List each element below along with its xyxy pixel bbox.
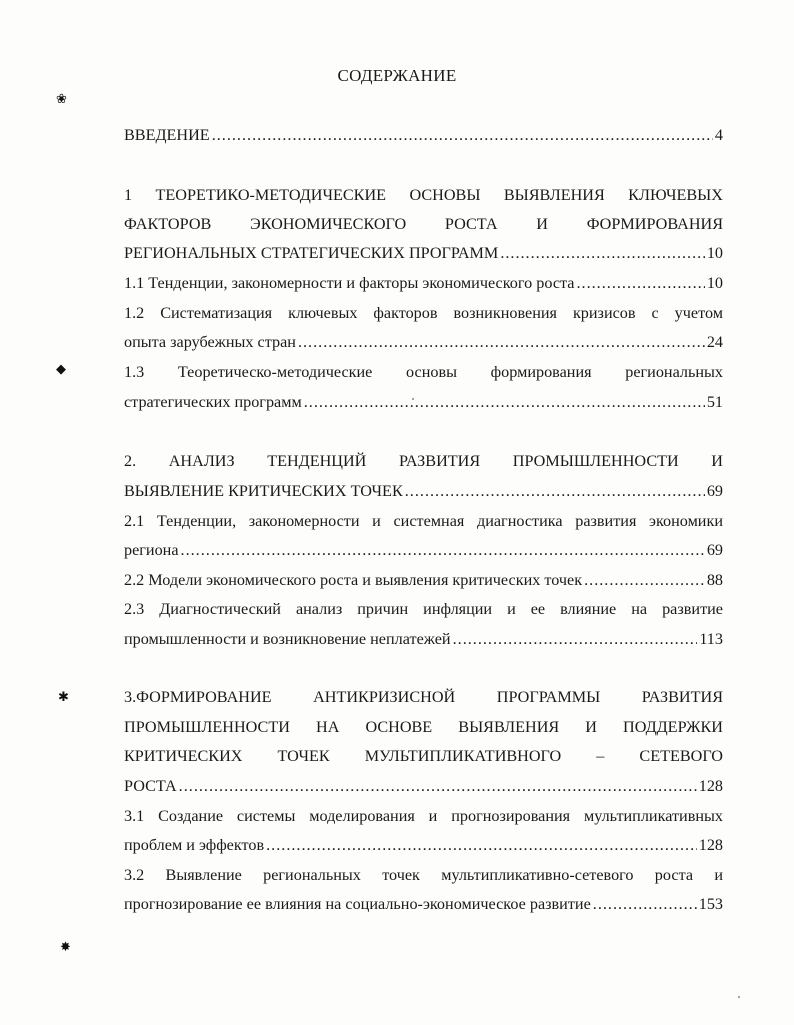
toc-page-number: 113 bbox=[699, 630, 723, 648]
toc-entry-title: проблем и эффектов bbox=[124, 836, 265, 854]
binding-hole-mark-1: ❀ bbox=[56, 91, 67, 106]
toc-entry-title: РЕГИОНАЛЬНЫХ СТРАТЕГИЧЕСКИХ ПРОГРАММ bbox=[124, 244, 499, 262]
toc-entry-title: 1.1 Тенденции, закономерности и факторы экономического роста bbox=[124, 274, 575, 292]
toc-section-2-3-last-line[interactable] bbox=[124, 628, 723, 650]
toc-page-number: 10 bbox=[706, 244, 723, 262]
toc-page-number: 69 bbox=[706, 541, 723, 559]
toc-chapter-1-line[interactable]: 1 ТЕОРЕТИКО-МЕТОДИЧЕСКИЕ ОСНОВЫ ВЫЯВЛЕНИЯ КЛЮЧЕВЫХ bbox=[124, 186, 723, 204]
toc-entry-introduction[interactable] bbox=[124, 124, 723, 146]
binding-hole-mark-2: ◆ bbox=[56, 361, 66, 376]
toc-page-number: 128 bbox=[698, 777, 723, 795]
toc-entry-title: опыта зарубежных стран bbox=[124, 333, 296, 351]
toc-page-number: 51 bbox=[706, 393, 723, 411]
page-title: СОДЕРЖАНИЕ bbox=[337, 66, 457, 85]
toc-leader-dots bbox=[179, 775, 697, 797]
toc-leader-dots bbox=[212, 124, 713, 146]
toc-leader-dots bbox=[266, 834, 697, 856]
toc-section-2-1-line[interactable]: 2.1 Тенденции, закономерности и системная диагностика развития экономики bbox=[124, 512, 723, 530]
toc-chapter-3-line[interactable]: ПРОМЫШЛЕННОСТИ НА ОСНОВЕ ВЫЯВЛЕНИЯ И ПОДДЕРЖКИ bbox=[124, 718, 723, 736]
toc-page-number: 4 bbox=[714, 126, 723, 144]
toc-entry-title: 2.2 Модели экономического роста и выявления критических точек bbox=[124, 571, 583, 589]
toc-page-number: 24 bbox=[706, 333, 723, 351]
toc-page-number: 153 bbox=[698, 895, 723, 913]
toc-leader-dots bbox=[304, 391, 705, 413]
toc-section-3-2-line[interactable]: 3.2 Выявление региональных точек мультипликативно-сетевого роста и bbox=[124, 866, 723, 884]
toc-section-1-1[interactable] bbox=[124, 272, 723, 294]
toc-section-3-2-last-line[interactable] bbox=[124, 893, 723, 915]
toc-section-1-3-line[interactable]: 1.3 Теоретическо-методические основы формирования региональных bbox=[124, 363, 723, 381]
toc-leader-dots bbox=[298, 331, 705, 353]
toc-leader-dots bbox=[405, 480, 705, 502]
toc-section-1-3-last-line[interactable] bbox=[124, 391, 723, 413]
toc-leader-dots bbox=[593, 893, 697, 915]
toc-entry-title: прогнозирование ее влияния на социально-экономическое развитие bbox=[124, 895, 591, 913]
toc-leader-dots bbox=[584, 569, 705, 591]
toc-leader-dots bbox=[181, 539, 705, 561]
toc-section-2-3-line[interactable]: 2.3 Диагностический анализ причин инфляции и ее влияние на развитие bbox=[124, 600, 723, 618]
toc-chapter-2-last-line[interactable] bbox=[124, 480, 723, 502]
toc-chapter-3-line[interactable]: 3.ФОРМИРОВАНИЕ АНТИКРИЗИСНОЙ ПРОГРАММЫ РАЗВИТИЯ bbox=[124, 688, 723, 706]
toc-section-3-1-last-line[interactable] bbox=[124, 834, 723, 856]
binding-hole-mark-4: ✸ bbox=[60, 939, 71, 954]
toc-chapter-1-last-line[interactable] bbox=[124, 242, 723, 264]
toc-chapter-2-line[interactable]: 2. АНАЛИЗ ТЕНДЕНЦИЙ РАЗВИТИЯ ПРОМЫШЛЕННОСТИ И bbox=[124, 452, 723, 470]
toc-entry-title: ВВЕДЕНИЕ bbox=[124, 126, 210, 144]
toc-page-number: 69 bbox=[706, 482, 723, 500]
toc-chapter-3-line[interactable]: КРИТИЧЕСКИХ ТОЧЕК МУЛЬТИПЛИКАТИВНОГО – СЕТЕВОГО bbox=[124, 747, 723, 765]
toc-section-3-1-line[interactable]: 3.1 Создание системы моделирования и прогнозирования мультипликативных bbox=[124, 807, 723, 825]
toc-section-2-2[interactable] bbox=[124, 569, 723, 591]
toc-entry-title: стратегических программ bbox=[124, 393, 302, 411]
toc-chapter-3-last-line[interactable] bbox=[124, 775, 723, 797]
toc-page-number: 10 bbox=[706, 274, 723, 292]
toc-entry-title: РОСТА bbox=[124, 777, 177, 795]
toc-page-number: 128 bbox=[698, 836, 723, 854]
toc-chapter-1-line[interactable]: ФАКТОРОВ ЭКОНОМИЧЕСКОГО РОСТА И ФОРМИРОВАНИЯ bbox=[124, 215, 723, 233]
toc-section-1-2-line[interactable]: 1.2 Систематизация ключевых факторов возникновения кризисов с учетом bbox=[124, 304, 723, 322]
toc-leader-dots bbox=[453, 628, 698, 650]
toc-leader-dots bbox=[576, 272, 704, 294]
binding-hole-mark-3: ✱ bbox=[58, 689, 69, 704]
toc-entry-title: ВЫЯВЛЕНИЕ КРИТИЧЕСКИХ ТОЧЕК bbox=[124, 482, 403, 500]
toc-entry-title: промышленности и возникновение неплатежей bbox=[124, 630, 451, 648]
toc-section-1-2-last-line[interactable] bbox=[124, 331, 723, 353]
toc-page-number: 88 bbox=[706, 571, 723, 589]
toc-section-2-1-last-line[interactable] bbox=[124, 539, 723, 561]
toc-entry-title: региона bbox=[124, 541, 179, 559]
scan-speck bbox=[738, 996, 740, 998]
toc-leader-dots bbox=[500, 242, 705, 264]
